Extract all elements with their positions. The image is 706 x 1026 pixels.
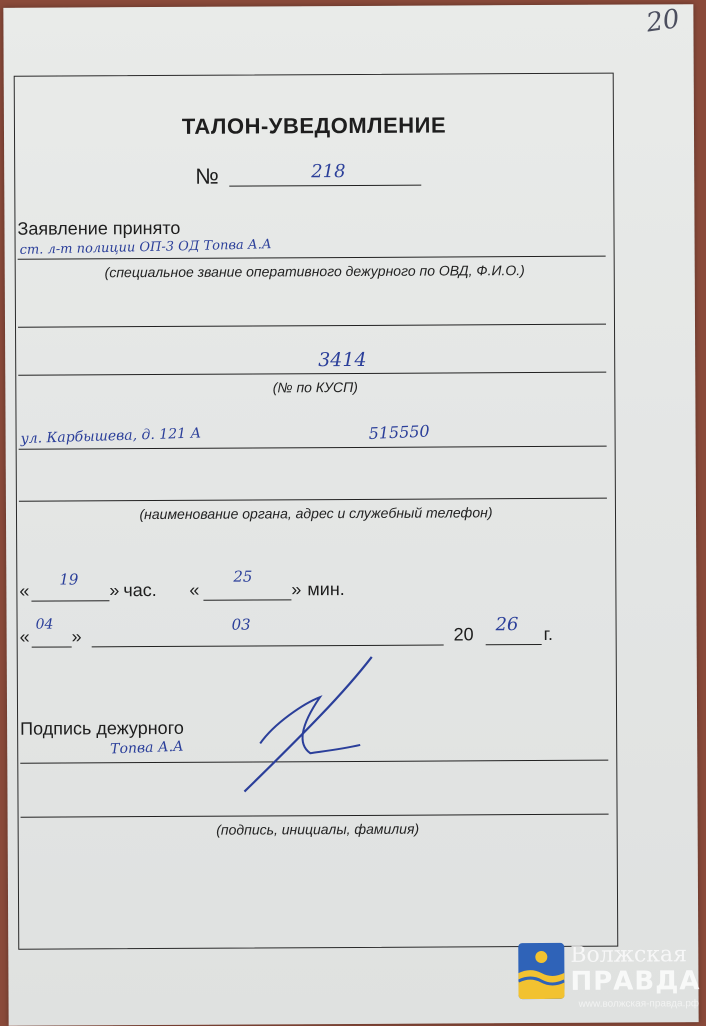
organ-address-value: ул. Карбышева, д. 121 А (20, 425, 202, 448)
year-suffix: г. (543, 623, 554, 644)
signature-label: Подпись дежурного (20, 717, 184, 739)
year-prefix: 20 (453, 624, 474, 645)
number-value: 218 (311, 161, 346, 183)
minutes-line (203, 599, 291, 600)
watermark-url: www.волжская-правда.рф (578, 998, 700, 1010)
watermark-emblem-icon (518, 943, 564, 999)
day-close-quote: » (71, 626, 82, 647)
number-line (229, 185, 421, 187)
accepted-caption: (специальное звание оперативного дежурного по ОВД, Ф.И.О.) (104, 262, 525, 281)
kusp-line (18, 372, 606, 376)
corner-handwritten-note: 20 (644, 4, 682, 39)
minutes-value: 25 (233, 567, 253, 586)
accepted-label: Заявление принято (17, 217, 181, 239)
kusp-caption: (№ по КУСП) (272, 378, 358, 396)
hours-open-quote: « (19, 580, 30, 601)
day-value: 04 (35, 616, 54, 633)
blank-line-2 (19, 498, 607, 502)
year-line (486, 644, 542, 645)
watermark-logo (518, 942, 706, 1010)
blank-line-3 (21, 814, 609, 818)
minutes-label: мин. (307, 579, 345, 600)
day-line (32, 646, 72, 647)
form-frame (14, 73, 619, 950)
minutes-open-quote: « (189, 579, 200, 600)
hours-close-quote: » (109, 580, 120, 601)
month-line (92, 645, 444, 648)
hours-line (31, 600, 109, 601)
day-open-quote: « (19, 626, 30, 647)
form-title: ТАЛОН-УВЕДОМЛЕНИЕ (181, 112, 447, 139)
number-label: № (195, 163, 219, 189)
watermark-name-line1: Волжская (570, 942, 688, 968)
organ-phone-value: 515550 (368, 421, 431, 443)
hours-label: час. (123, 580, 157, 601)
organ-line (19, 446, 607, 450)
handwritten-signature (224, 653, 385, 794)
hours-value: 19 (59, 570, 79, 589)
blank-line-1 (18, 324, 606, 328)
organ-caption: (наименование органа, адрес и служебный телефон) (139, 504, 493, 523)
document-sheet (3, 4, 701, 1026)
accepted-by-value: ст. л-т полиции ОП-3 ОД Топва А.А (19, 237, 272, 258)
minutes-close-quote: » (291, 579, 302, 600)
kusp-value: 3414 (318, 348, 367, 372)
signature-caption: (подпись, инициалы, фамилия) (216, 820, 420, 838)
year-value: 26 (495, 614, 519, 636)
watermark-name-line2: ПРАВДА (570, 966, 701, 997)
signature-name-value: Топва А.А (109, 738, 184, 758)
month-value: 03 (231, 615, 251, 634)
accepted-line (18, 256, 606, 260)
